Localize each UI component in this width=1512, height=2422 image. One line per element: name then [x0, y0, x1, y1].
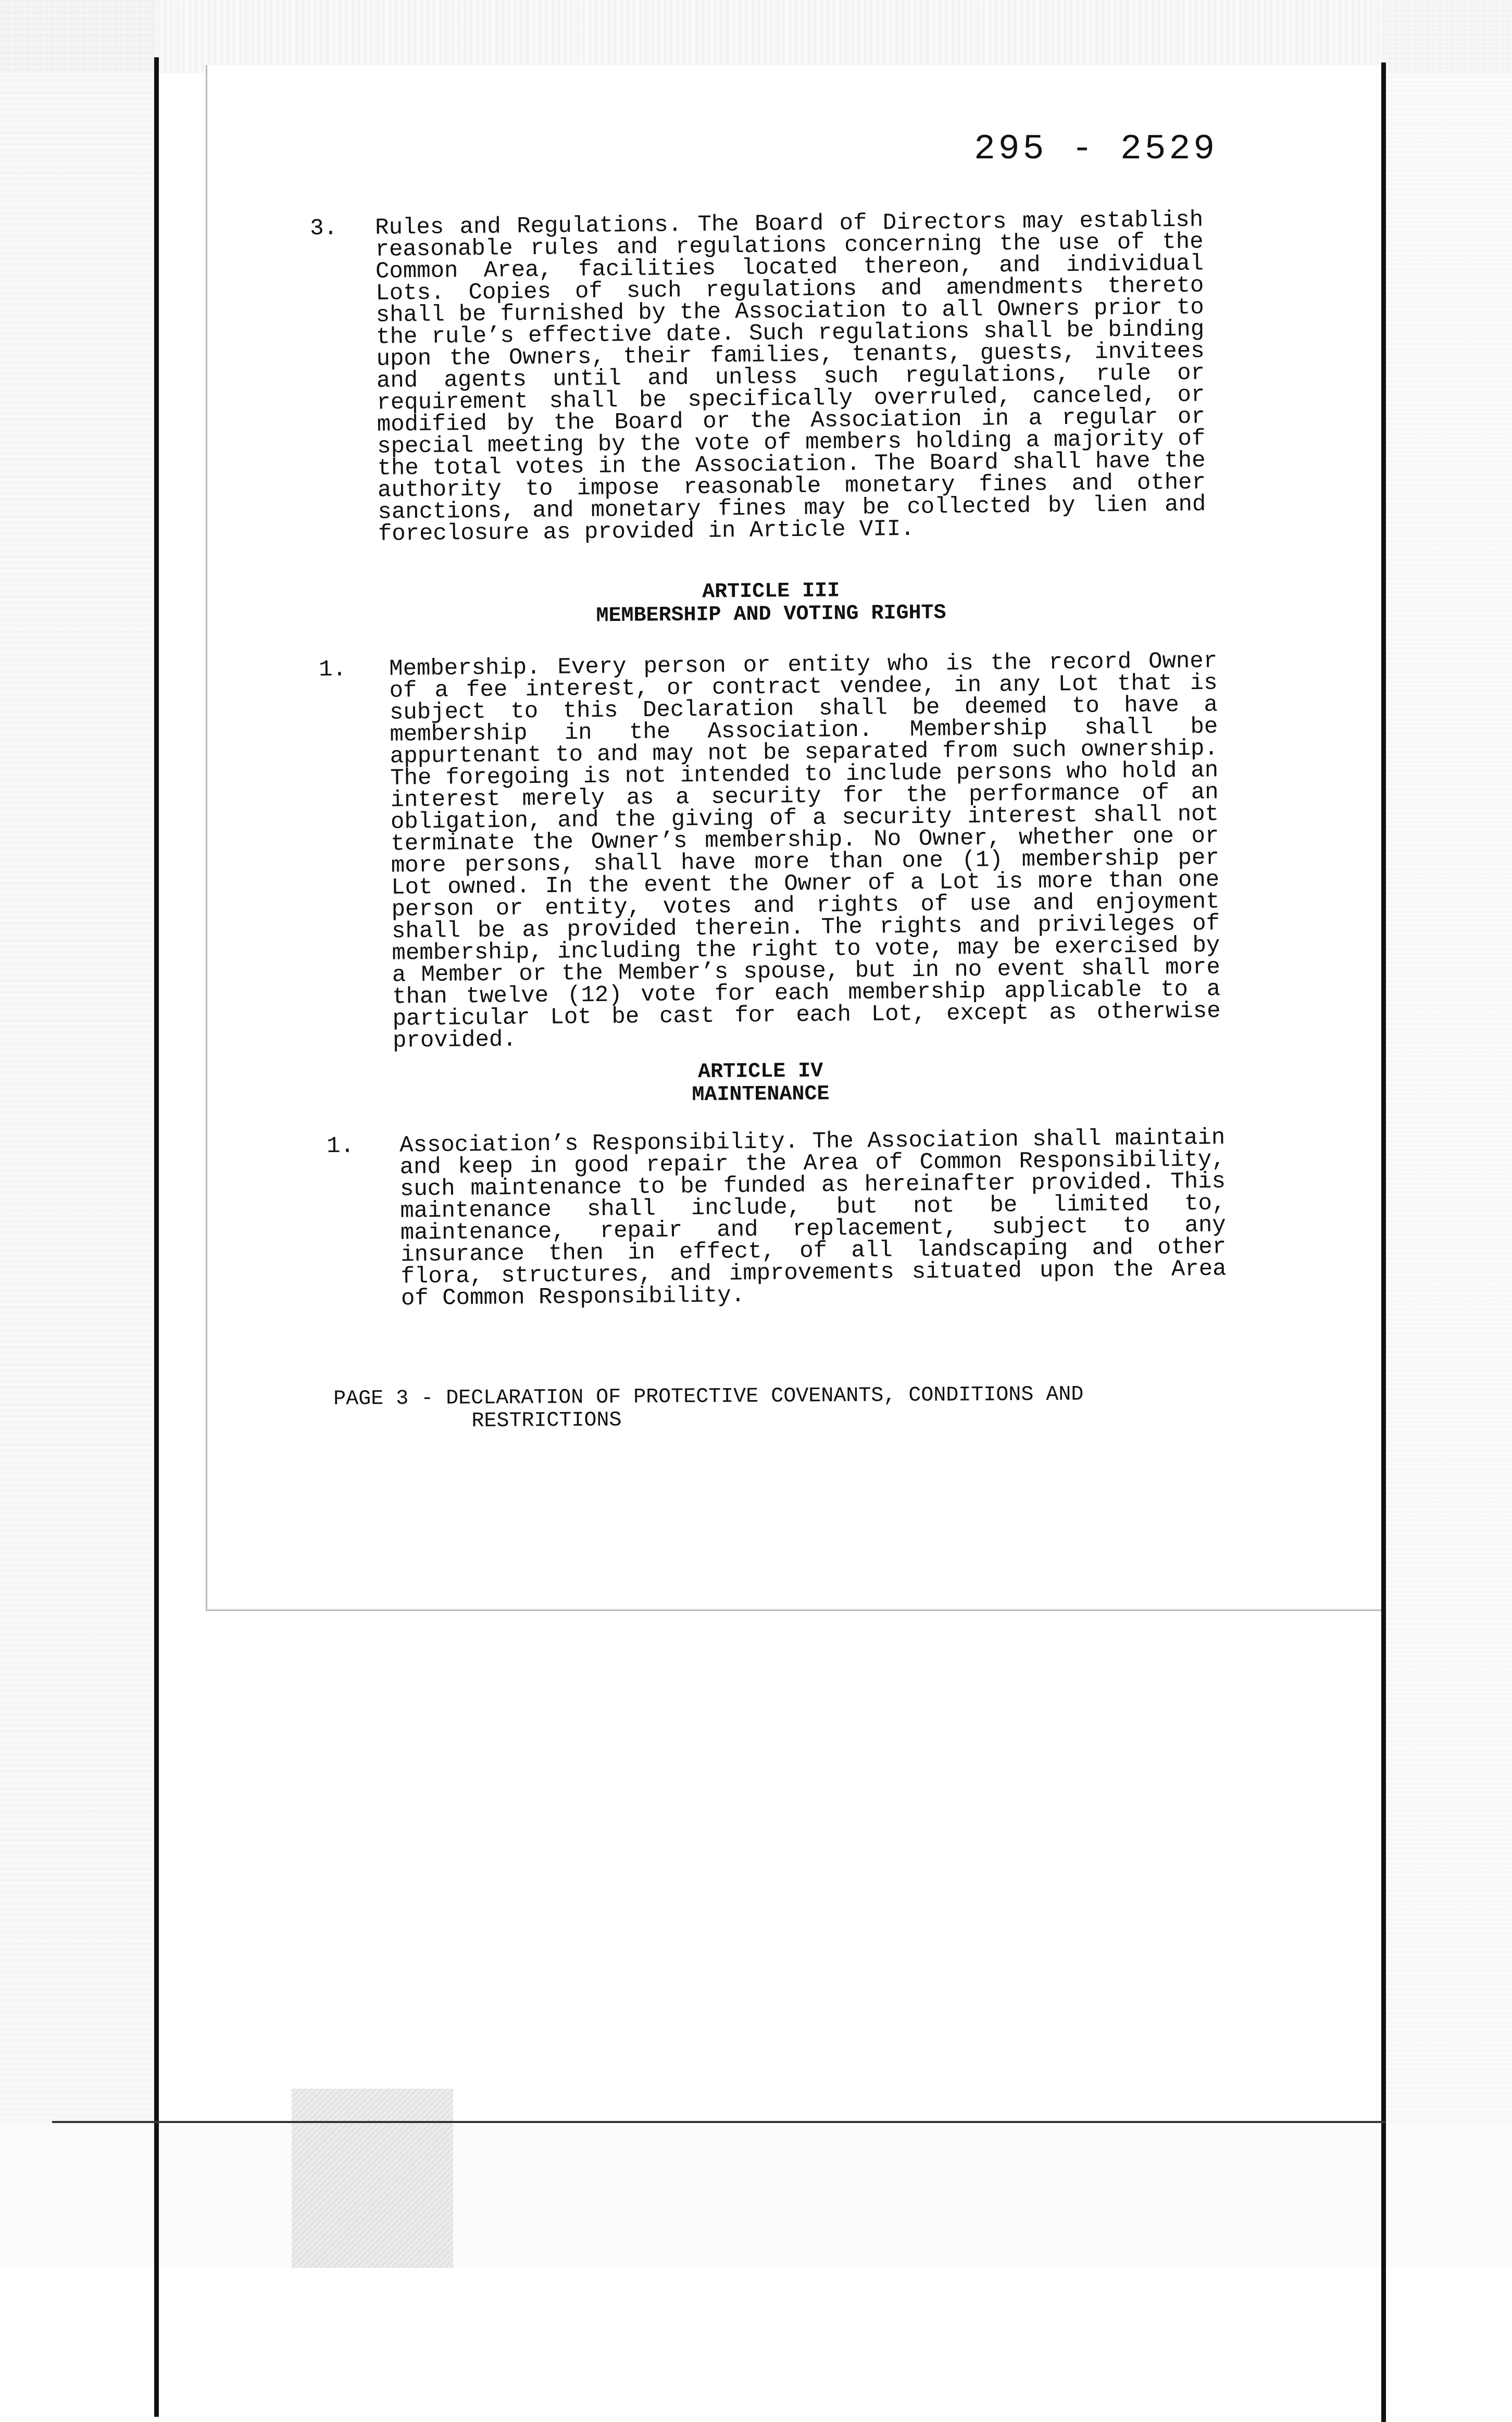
footer-line-2: RESTRICTIONS — [471, 1408, 622, 1433]
scan-margin-bottom — [0, 2125, 1512, 2268]
footer-line-1: PAGE 3 - DECLARATION OF PROTECTIVE COVENANTS, CONDITIONS AND — [333, 1383, 1084, 1411]
document-number: 295 - 2529 — [974, 129, 1218, 169]
article-3-heading-block — [563, 579, 980, 628]
item-number: 1. — [326, 1133, 355, 1159]
left-border-line — [154, 57, 159, 2417]
article-4-heading-block — [630, 1060, 891, 1107]
page-footer — [333, 1383, 1219, 1434]
article-4-title: ARTICLE IV — [697, 1059, 823, 1084]
item-number: 1. — [318, 656, 347, 683]
bottom-border-line — [52, 2121, 1385, 2123]
section-number: 3. — [309, 215, 338, 242]
article-3-subtitle: MEMBERSHIP AND VOTING RIGHTS — [596, 601, 946, 628]
item-text: Membership. Every person or entity who is the record Owner of a fee interest, or contract vendee, in any Lot that is subject to this Declaration shall be deemed to have a membership in the Association. Membership shall be appurtenant to and may not be separated from such ownership. The foregoing is not intended to include persons who hold an interest merely as a security for the performance of an obligation, and the giving of a security interest shall not terminate the Owner’s membership. No Owner, whether one or more persons, shall have more than one (1) membership per Lot owned. In the event the Owner of a Lot is more than one person or entity, votes and rights of use and enjoyment shall be as provided therein. The rights and privileges of membership, including the right to vote, may be exercised by a Member or the Member’s spouse, but in no event shall more than twelve (12) vote for each membership applicable to a particular Lot be cast for each Lot, except as otherwise provided. — [389, 648, 1221, 1054]
item-text: Association’s Responsibility. The Association shall maintain and keep in good repair the Area of Common Responsibility, such maintenance to be funded as hereinafter provided. This maintenance shall include, but not be limited to, maintenance, repair and replacement, subject to any insurance then in effect, of all landscaping and other flora, structures, and improvements situated upon the Area of Common Responsibility. — [399, 1125, 1227, 1312]
section-text: Rules and Regulations. The Board of Directors may establish reasonable rules and regulations concerning the use of the Common Area, facilities located thereon, and individual Lots. Copies of such regulations and amendments thereto shall be furnished by the Association to all Owners prior to the rule’s effective date. Such regulations shall be binding upon the Owners, their families, tenants, guests, invitees and agents until and unless such regulations, rule or requirement shall be specifically overruled, canceled, or modified by the Board or the Association in a regular or special meeting by the vote of members holding a majority of the total votes in the Association. The Board shall have the authority to impose reasonable monetary fines and other sanctions, and monetary fines may be collected by lien and foreclosure as provided in Article VII. — [374, 207, 1206, 547]
right-border-line — [1381, 63, 1386, 2422]
scan-noise-top — [0, 0, 1512, 73]
article-4-subtitle: MAINTENANCE — [692, 1082, 830, 1107]
scan-noise-left — [0, 0, 156, 2268]
scan-tab-stub — [292, 2089, 453, 2268]
scan-noise-right — [1385, 0, 1512, 2268]
article-3-title: ARTICLE III — [702, 579, 840, 604]
